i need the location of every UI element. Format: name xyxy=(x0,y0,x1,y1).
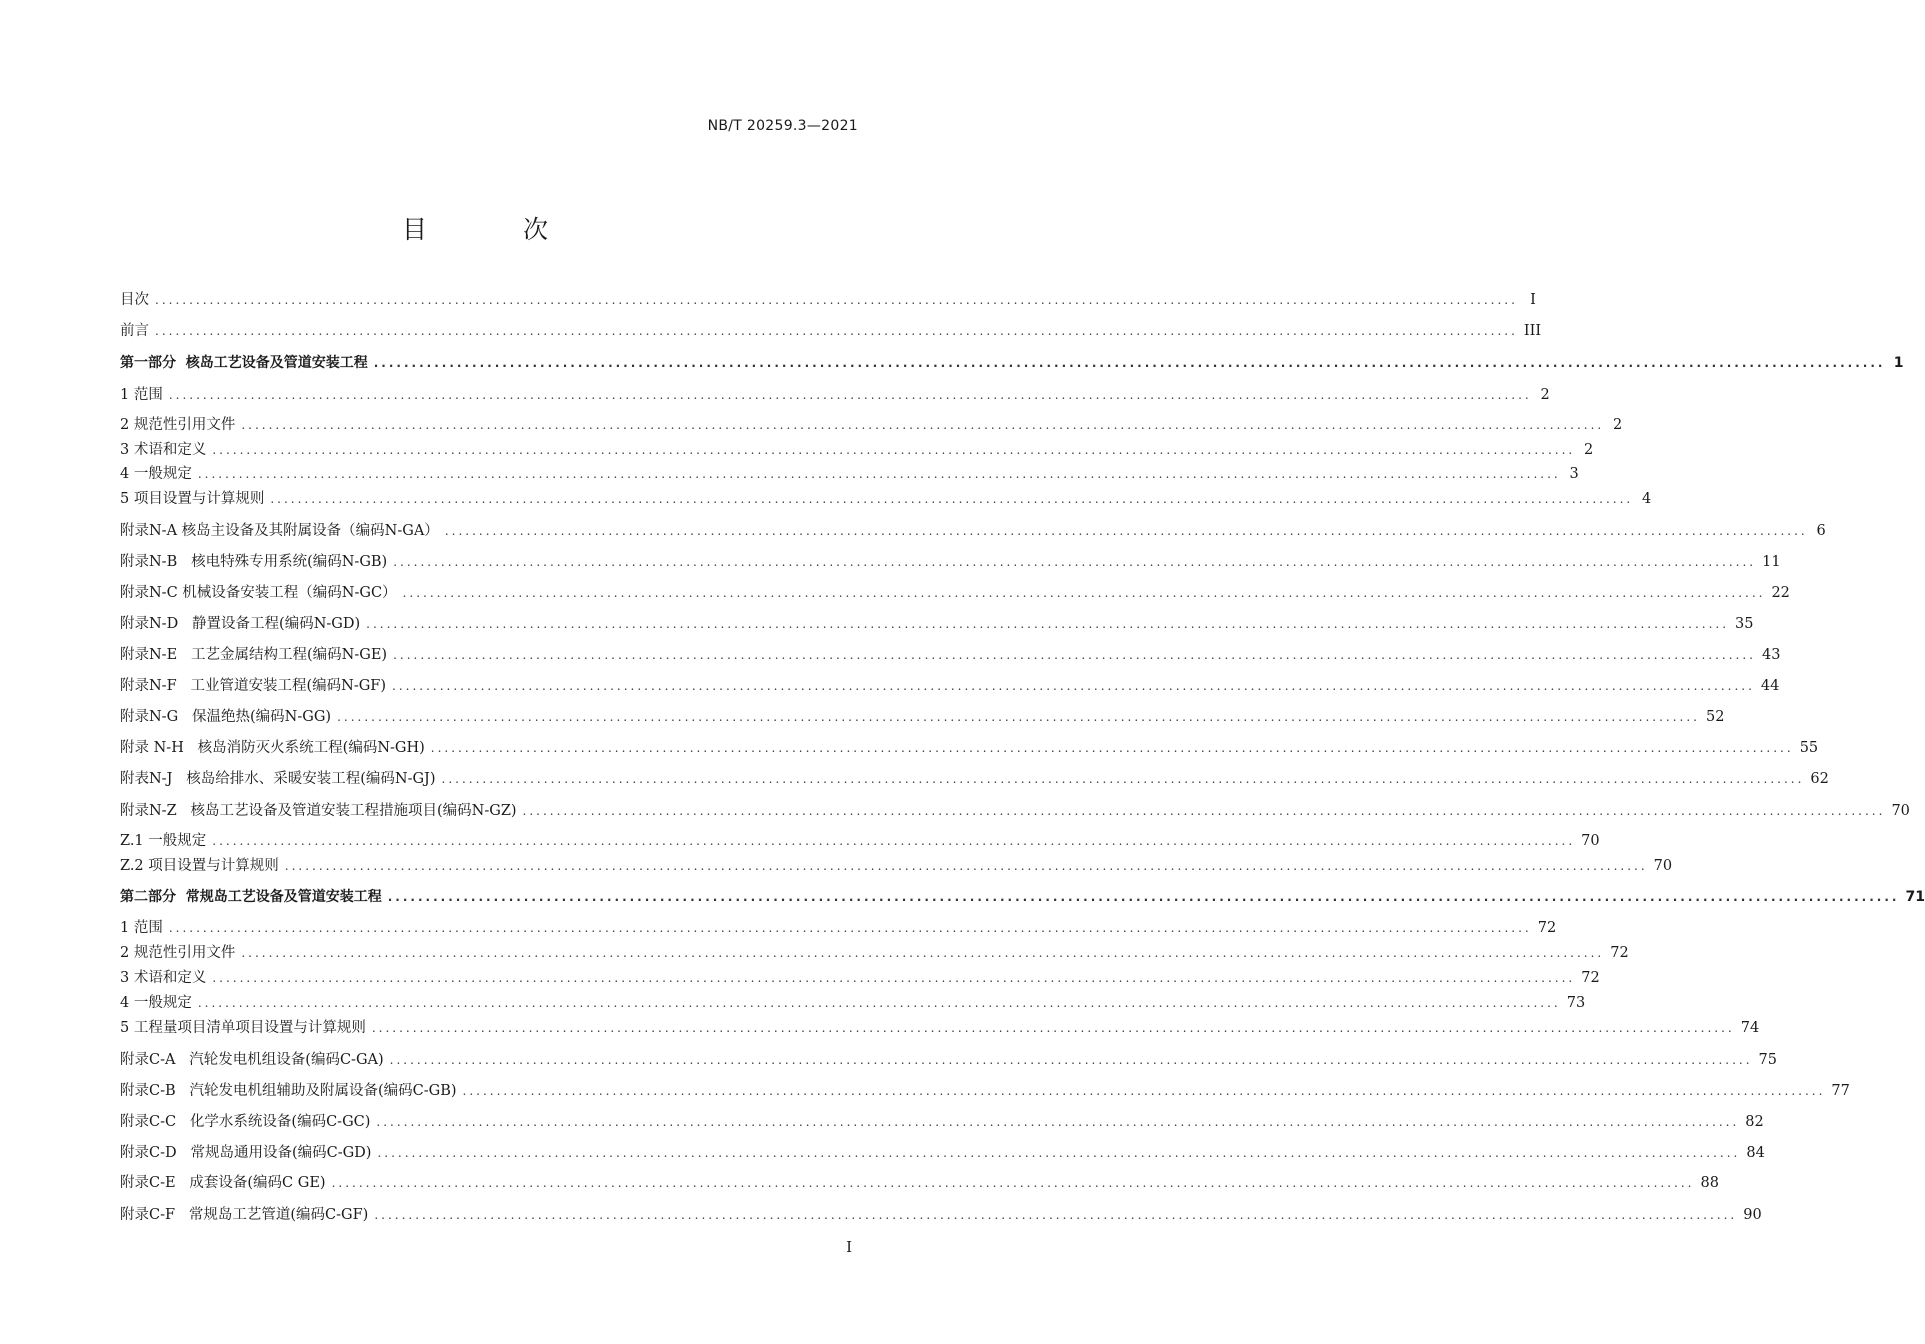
toc-entry[interactable] xyxy=(120,384,1550,406)
toc-entry-label: 附录N-B 核电特殊专用系统(编码N-GB) xyxy=(120,554,388,570)
toc-entry[interactable] xyxy=(120,855,1673,877)
toc-entry[interactable] xyxy=(120,675,1780,697)
toc-entry[interactable] xyxy=(120,942,1629,964)
dot-leader: ........................................................................................................................................................................................................ xyxy=(197,467,1561,481)
toc-entry[interactable] xyxy=(120,768,1829,790)
toc-entry[interactable] xyxy=(120,967,1600,989)
dot-leader: ........................................................................................................................................................................................................ xyxy=(168,388,1532,402)
dot-leader: ........................................................................................................................................................................................................ xyxy=(393,555,1757,569)
toc-entry-label: 附录N-F 工业管道安装工程(编码N-GF) xyxy=(120,678,387,694)
toc-entry-label: 3 术语和定义 xyxy=(120,970,207,986)
toc-entry[interactable] xyxy=(120,582,1790,604)
toc-entry-label: 附录N-Z 核岛工艺设备及管道安装工程措施项目(编码N-GZ) xyxy=(120,803,517,819)
toc-entry[interactable] xyxy=(120,886,1925,908)
toc-entry-label: 附录N-C 机械设备安装工程（编码N-GC） xyxy=(120,585,397,601)
toc-entry-label: 第一部分 核岛工艺设备及管道安装工程 xyxy=(120,355,368,371)
toc-entry-page-number: 82 xyxy=(1745,1114,1764,1130)
toc-entry-label: Z.1 一般规定 xyxy=(120,833,207,849)
toc-entry[interactable] xyxy=(120,488,1652,510)
dot-leader: ........................................................................................................................................................................................................ xyxy=(376,1115,1740,1129)
toc-entry-page-number: 55 xyxy=(1799,740,1819,756)
toc-entry-label: 目次 xyxy=(120,292,149,308)
toc-entry-label: 附录C-D 常规岛通用设备(编码C-GD) xyxy=(120,1145,372,1161)
toc-entry-page-number: 43 xyxy=(1761,647,1781,663)
toc-entry-label: 附录N-D 静置设备工程(编码N-GD) xyxy=(120,616,361,632)
dot-leader: ........................................................................................................................................................................................................ xyxy=(337,710,1700,724)
toc-entry-page-number: 2 xyxy=(1540,387,1550,403)
toc-entry-page-number: III xyxy=(1523,323,1542,339)
toc-entry-page-number: 2 xyxy=(1584,442,1594,458)
dot-leader: ........................................................................................................................................................................................................ xyxy=(284,859,1648,873)
dot-leader: ........................................................................................................................................................................................................ xyxy=(377,1146,1741,1160)
dot-leader: ........................................................................................................................................................................................................ xyxy=(444,524,1808,538)
toc-entry[interactable] xyxy=(120,1111,1764,1133)
dot-leader: ........................................................................................................................................................................................................ xyxy=(241,946,1605,960)
toc-entry-label: 5 项目设置与计算规则 xyxy=(120,491,265,507)
dot-leader: ........................................................................................................................................................................................................ xyxy=(389,1053,1753,1067)
toc-entry[interactable] xyxy=(120,1017,1760,1039)
dot-leader: ........................................................................................................................................................................................................ xyxy=(387,890,1900,904)
toc-entry[interactable] xyxy=(120,1142,1765,1164)
dot-leader: ........................................................................................................................................................................................................ xyxy=(522,804,1886,818)
toc-entry-label: 附录N-G 保温绝热(编码N-GG) xyxy=(120,709,332,725)
toc-entry-label: 5 工程量项目清单项目设置与计算规则 xyxy=(120,1020,366,1036)
dot-leader: ........................................................................................................................................................................................................ xyxy=(373,356,1886,370)
toc-entry-label: 附录C-F 常规岛工艺管道(编码C-GF) xyxy=(120,1207,369,1223)
toc-entry-label: 附表N-J 核岛给排水、采暖安装工程(编码N-GJ) xyxy=(120,771,436,787)
toc-entry-label: 附录C-B 汽轮发电机组辅助及附属设备(编码C-GB) xyxy=(120,1083,457,1099)
toc-entry-label: 前言 xyxy=(120,323,149,339)
toc-entry-page-number: 3 xyxy=(1569,466,1579,482)
toc-entry[interactable] xyxy=(120,551,1781,573)
toc-entry-page-number: 70 xyxy=(1891,803,1910,819)
toc-entry[interactable] xyxy=(120,1080,1850,1102)
toc-entry[interactable] xyxy=(120,830,1600,852)
toc-entry-page-number: 62 xyxy=(1810,771,1829,787)
toc-entry[interactable] xyxy=(120,463,1579,485)
dot-leader: ........................................................................................................................................................................................................ xyxy=(212,834,1576,848)
toc-entry-label: 附录N-E 工艺金属结构工程(编码N-GE) xyxy=(120,647,388,663)
toc-entry[interactable] xyxy=(120,737,1819,759)
toc-entry-label: 附录C-C 化学水系统设备(编码C-GC) xyxy=(120,1114,371,1130)
toc-entry-label: 1 范围 xyxy=(120,920,163,936)
toc-entry[interactable] xyxy=(120,706,1725,728)
dot-leader: ........................................................................................................................................................................................................ xyxy=(212,971,1576,985)
document-code: NB/T 20259.3—2021 xyxy=(707,118,858,134)
toc-entry[interactable] xyxy=(120,1204,1762,1226)
dot-leader: ........................................................................................................................................................................................................ xyxy=(197,996,1561,1010)
dot-leader: ........................................................................................................................................................................................................ xyxy=(392,679,1755,693)
toc-entry-page-number: 84 xyxy=(1746,1145,1765,1161)
toc-entry-label: 2 规范性引用文件 xyxy=(120,417,236,433)
toc-entry-page-number: 73 xyxy=(1566,995,1586,1011)
dot-leader: ........................................................................................................................................................................................................ xyxy=(241,418,1605,432)
toc-entry-page-number: 1 xyxy=(1893,355,1904,371)
toc-entry-page-number: 44 xyxy=(1760,678,1780,694)
toc-entry-page-number: 70 xyxy=(1581,833,1600,849)
toc-entry[interactable] xyxy=(120,1049,1777,1071)
toc-entry-page-number: 22 xyxy=(1771,585,1790,601)
toc-entry-label: 附录N-A 核岛主设备及其附属设备（编码N-GA） xyxy=(120,523,439,539)
toc-entry-page-number: 6 xyxy=(1816,523,1826,539)
dot-leader: ........................................................................................................................................................................................................ xyxy=(441,772,1805,786)
dot-leader: ........................................................................................................................................................................................................ xyxy=(462,1084,1826,1098)
toc-entry-label: Z.2 项目设置与计算规则 xyxy=(120,858,279,874)
toc-entry-page-number: 52 xyxy=(1705,709,1725,725)
dot-leader: ........................................................................................................................................................................................................ xyxy=(155,293,1518,307)
toc-entry-page-number: 77 xyxy=(1831,1083,1850,1099)
dot-leader: ........................................................................................................................................................................................................ xyxy=(374,1208,1738,1222)
toc-entry-label: 4 一般规定 xyxy=(120,995,192,1011)
dot-leader: ........................................................................................................................................................................................................ xyxy=(270,492,1634,506)
toc-entry[interactable] xyxy=(120,414,1623,436)
toc-entry[interactable] xyxy=(120,917,1557,939)
toc-entry-label: 4 一般规定 xyxy=(120,466,192,482)
toc-entry[interactable] xyxy=(120,992,1586,1014)
toc-entry-page-number: I xyxy=(1530,292,1536,308)
dot-leader: ........................................................................................................................................................................................................ xyxy=(430,741,1794,755)
dot-leader: ........................................................................................................................................................................................................ xyxy=(168,921,1532,935)
toc-entry-label: 第二部分 常规岛工艺设备及管道安装工程 xyxy=(120,889,382,905)
toc-entry-page-number: 35 xyxy=(1735,616,1754,632)
toc-entry-label: 3 术语和定义 xyxy=(120,442,207,458)
toc-entry-page-number: 90 xyxy=(1743,1207,1762,1223)
toc-entry[interactable] xyxy=(120,800,1910,822)
toc-entry[interactable] xyxy=(120,644,1781,666)
toc-entry-page-number: 75 xyxy=(1758,1052,1777,1068)
toc-entry-page-number: 70 xyxy=(1653,858,1673,874)
toc-entry[interactable] xyxy=(120,1172,1719,1194)
toc-entry-page-number: 72 xyxy=(1610,945,1629,961)
toc-entry[interactable] xyxy=(120,613,1754,635)
dot-leader: ........................................................................................................................................................................................................ xyxy=(331,1176,1695,1190)
toc-entry[interactable] xyxy=(120,289,1536,311)
dot-leader: ........................................................................................................................................................................................................ xyxy=(155,324,1518,338)
page-title: 目 次 xyxy=(402,215,592,244)
dot-leader: ........................................................................................................................................................................................................ xyxy=(393,648,1756,662)
toc-entry-page-number: 71 xyxy=(1905,889,1925,905)
toc-entry-label: 附录C-A 汽轮发电机组设备(编码C-GA) xyxy=(120,1052,384,1068)
page-folio: I xyxy=(846,1238,852,1256)
dot-leader: ........................................................................................................................................................................................................ xyxy=(366,617,1730,631)
dot-leader: ........................................................................................................................................................................................................ xyxy=(371,1021,1735,1035)
toc-entry-page-number: 2 xyxy=(1613,417,1623,433)
toc-entry[interactable] xyxy=(120,320,1542,342)
toc-entry-label: 附录C-E 成套设备(编码C GE) xyxy=(120,1175,326,1191)
toc-entry-label: 2 规范性引用文件 xyxy=(120,945,236,961)
toc-entry-page-number: 72 xyxy=(1581,970,1600,986)
toc-entry-label: 1 范围 xyxy=(120,387,163,403)
toc-entry[interactable] xyxy=(120,520,1826,542)
toc-entry[interactable] xyxy=(120,439,1594,461)
toc-entry-label: 附录 N-H 核岛消防灭火系统工程(编码N-GH) xyxy=(120,740,425,756)
toc-entry[interactable] xyxy=(120,352,1904,374)
toc-entry-page-number: 88 xyxy=(1700,1175,1719,1191)
toc-entry-page-number: 4 xyxy=(1642,491,1652,507)
dot-leader: ........................................................................................................................................................................................................ xyxy=(212,443,1576,457)
dot-leader: ........................................................................................................................................................................................................ xyxy=(402,586,1766,600)
toc-entry-page-number: 72 xyxy=(1537,920,1557,936)
toc-entry-page-number: 11 xyxy=(1762,554,1781,570)
toc-entry-page-number: 74 xyxy=(1740,1020,1760,1036)
